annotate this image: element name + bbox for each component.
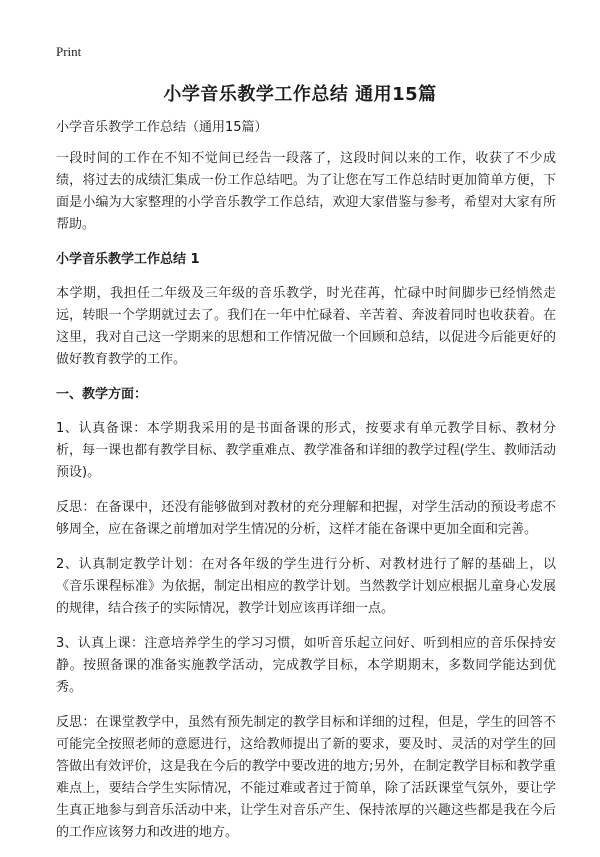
section-intro-paragraph: 本学期，我担任二年级及三年级的音乐教学，时光荏苒，忙碌中时间脚步已经悄然走远，转眼一个学期就过去了。我们在一年中忙碌着、辛苦着、奔波着同时也收获着。在这里，我对自己这一学期来的思想和工作情况做一个回顾和总结，以促进今后能更好的做好教育教学的工作。 — [56, 286, 556, 367]
subheading-teaching: 一、教学方面： — [56, 387, 148, 402]
item-teaching-plan: 2、认真制定教学计划：在对各年级的学生进行分析、对教材进行了解的基础上，以《音乐课程标准》为依据，制定出相应的教学计划。当然教学计划应根据儿童身心发展的规律，结合孩子的实际情况，教学计划应该再详细一点。 — [56, 557, 556, 616]
intro-paragraph: 一段时间的工作在不知不觉间已经告一段落了，这段时间以来的工作，收获了不少成绩，将过去的成绩汇集成一份工作总结吧。为了让您在写工作总结时更加简单方便，下面是小编为大家整理的小学音乐教学工作总结，欢迎大家借鉴与参考，希望对大家有所帮助。 — [56, 151, 556, 232]
print-link[interactable]: Print — [56, 44, 82, 59]
item-lesson-prep: 1、认真备课：本学期我采用的是书面备课的形式，按要求有单元教学目标、教材分析，每一课也都有教学目标、教学重难点、教学准备和详细的教学过程(学生、教师活动预设)。 — [56, 421, 556, 480]
document-body — [56, 117, 556, 857]
document-title: 小学音乐教学工作总结 通用15篇 — [163, 84, 437, 105]
section-heading: 小学音乐教学工作总结 1 — [56, 252, 200, 267]
reflection-lesson-prep: 反思：在备课中，还没有能够做到对教材的充分理解和把握，对学生活动的预设考虑不够周全，应在备课之前增加对学生情况的分析，这样才能在备课中更加全面和完善。 — [56, 500, 556, 537]
item-class-teaching: 3、认真上课：注意培养学生的学习习惯，如听音乐起立问好、听到相应的音乐保持安静。按照备课的准备实施教学活动，完成教学目标，本学期期末，多数同学能达到优秀。 — [56, 636, 556, 695]
reflection-class-teaching: 反思：在课堂教学中，虽然有预先制定的教学目标和详细的过程，但是，学生的回答不可能完全按照老师的意愿进行，这给教师提出了新的要求，要及时、灵活的对学生的回答做出有效评价，这是我在今后的教学中要改进的地方;另外，在制定教学目标和教学重难点上，要结合学生实际情况，不能过难或者过于简单，除了活跃课堂气氛外，要让学生真正地参与到音乐活动中来，让学生对音乐产生、保持浓厚的兴趣这些都是我在今后的工作应该努力和改进的地方。 — [56, 715, 556, 840]
document-subtitle: 小学音乐教学工作总结（通用15篇） — [56, 120, 268, 135]
